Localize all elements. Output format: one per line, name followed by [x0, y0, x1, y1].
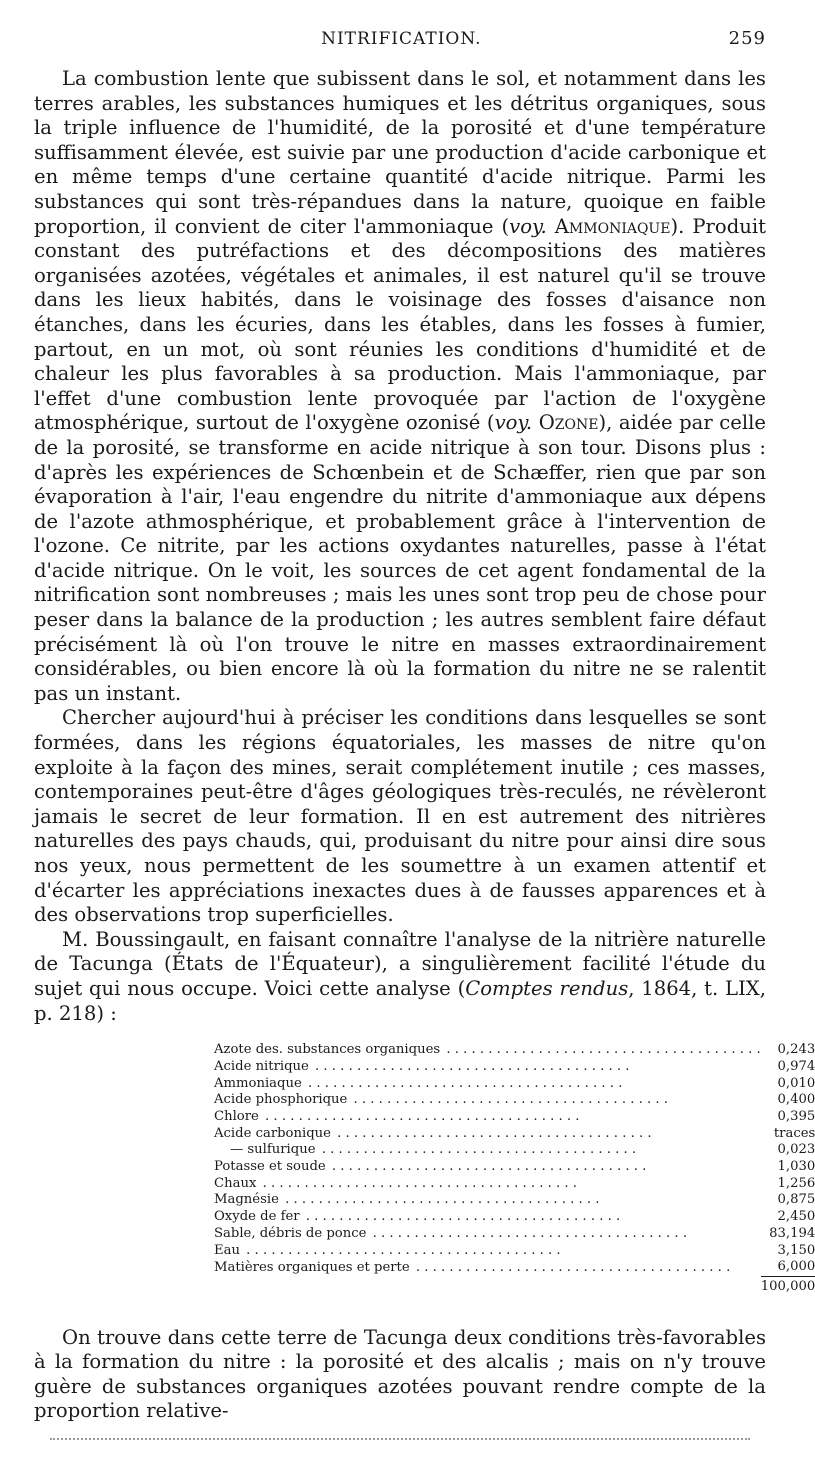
table-row: [214, 1159, 815, 1176]
component-name: Potasse et soude: [214, 1159, 326, 1175]
paragraph-4: On trouve dans cette terre de Tacunga deux conditions très-favorables à la formation du nitre : la porosité et des alcalis ; mais on n'y trouve guère de substances organiques azotées pouvant rendre compte de la proportion relative-: [34, 1325, 766, 1423]
cross-reference-voy: voy.: [494, 411, 533, 435]
bottom-print-artifact: [50, 1438, 750, 1440]
component-name: Acide carbonique: [214, 1125, 331, 1141]
component-name: Chlore: [214, 1108, 259, 1124]
component-value: 0,875: [777, 1192, 815, 1208]
table-row: [214, 1059, 815, 1076]
total-value: 100,000: [761, 1277, 815, 1296]
paragraph-1: [34, 67, 766, 706]
paragraph-1-text-a: La combustion lente que subissent dans le sol, et notamment dans les terres arables, les substances humiques et les détritus organiques, sous la triple influence de l'humidité, de la porosité et d'une température suffisamment élevée, est suivie par une production d'acide carbonique et en même temps d'une certaine quantité d'acide nitrique. Parmi les substances qui sont très-répandues dans la nature, quoique en faible proportion, il convient de citer l'ammoniaque (: [34, 67, 766, 238]
component-value: 0,974: [777, 1058, 815, 1074]
paragraph-1-text-c: ), aidée par celle de la porosité, se transforme en acide nitrique à son tour. Disons plus : d'après les expériences de Schœnbein et de Schæffer, rien que par son évaporation à l'air, l'eau engendre du nitrite d'ammoniaque aux dépens de l'azote athmosphérique, et probablement grâce à l'intervention de l'ozone. Ce nitrite, par les actions oxydantes naturelles, passe à l'état d'acide nitrique. On le voit, les sources de cet agent fondamental de la nitrification sont nombreuses ; mais les unes sont trop peu de chose pour peser dans la balance de la production ; les autres semblent faire défaut précisément là où l'on trouve le nitre en masses extraordinairement considérables, ou bien encore là où la formation du nitre ne se ralentit pas un instant.: [34, 411, 766, 705]
paragraph-3-text-b: , 1864, t. LIX, p. 218) :: [34, 976, 766, 1025]
citation-title: Comptes rendus: [465, 976, 629, 1000]
component-name: Sable, débris de ponce: [214, 1225, 367, 1241]
book-page: [34, 28, 815, 1424]
component-value: traces: [773, 1125, 815, 1141]
table-row: [214, 1076, 815, 1093]
component-name: — sulfurique: [214, 1142, 318, 1157]
component-value: 0,400: [777, 1092, 815, 1108]
table-total-row: [214, 1277, 815, 1296]
component-value: 0,395: [777, 1108, 815, 1124]
component-name: Acide nitrique: [214, 1058, 309, 1074]
table-row: [214, 1126, 815, 1143]
component-value: 2,450: [777, 1209, 815, 1225]
table-row: [214, 1192, 815, 1209]
component-value: 0,023: [777, 1142, 815, 1158]
component-value: 3,150: [777, 1242, 815, 1258]
component-name: Ammoniaque: [214, 1075, 302, 1091]
cross-reference-ammoniaque: Ammoniaque: [554, 214, 671, 238]
table-row: [214, 1243, 815, 1260]
page-number: 259: [728, 28, 766, 49]
component-value: 83,194: [769, 1225, 815, 1241]
soil-analysis-table: [214, 1042, 815, 1296]
component-name: Eau: [214, 1242, 240, 1258]
table-row: [214, 1142, 815, 1159]
table-row: [214, 1109, 815, 1126]
cross-reference-ozone: Ozone: [538, 411, 599, 435]
table-row: [214, 1226, 815, 1243]
paragraph-3-text-a: M. Boussingault, en faisant connaître l'analyse de la nitrière naturelle de Tacunga (États de l'Équateur), a singulièrement facilité l'étude du sujet qui nous occupe. Voici cette analyse (: [34, 927, 766, 1000]
component-name: Chaux: [214, 1175, 257, 1191]
paragraph-1-text-b: ). Produit constant des putréfactions et des décompositions des matières organisées azotées, végétales et animales, il est naturel qu'il se trouve dans les lieux habités, dans le voisinage des fosses d'aisance non étanches, dans les écuries, dans les étables, dans les fosses à fumier, partout, en un mot, où sont réunies les conditions d'humidité et de chaleur les plus favorables à sa production. Mais l'ammoniaque, par l'effet d'une combustion lente provoquée par l'action de l'oxygène atmosphérique, surtout de l'oxygène ozonisé (: [34, 214, 766, 435]
component-name: Magnésie: [214, 1192, 279, 1208]
component-value: 6,000: [777, 1259, 815, 1275]
table-row: [214, 1092, 815, 1109]
component-name: Matières organiques et perte: [214, 1259, 410, 1275]
cross-reference-voy: voy.: [509, 214, 547, 238]
component-name: Oxyde de fer: [214, 1209, 300, 1225]
component-value: 1,030: [777, 1159, 815, 1175]
table-row: [214, 1042, 815, 1059]
running-title: NITRIFICATION.: [321, 29, 482, 49]
component-value: 0,010: [777, 1075, 815, 1091]
table-row: [214, 1209, 815, 1226]
component-value: 1,256: [777, 1175, 815, 1191]
component-name: Azote des. substances organiques: [214, 1042, 441, 1058]
paragraph-2: Chercher aujourd'hui à préciser les conditions dans lesquelles se sont formées, dans les régions équatoriales, les masses de nitre qu'on exploite à la façon des mines, serait complétement inutile ; ces masses, contemporaines peut-être d'âges géologiques très-reculés, ne révèleront jamais le secret de leur formation. Il en est autrement des nitrières naturelles des pays chauds, qui, produisant du nitre pour ainsi dire sous nos yeux, nous permettent de les soumettre à un examen attentif et d'écarter les appréciations inexactes dues à de fausses apparences et à des observations trop superficielles.: [34, 706, 766, 927]
table-row: [214, 1259, 815, 1276]
running-header: [34, 28, 766, 49]
component-value: 0,243: [777, 1042, 815, 1058]
table-row: [214, 1176, 815, 1193]
component-name: Acide phosphorique: [214, 1092, 348, 1108]
paragraph-3: [34, 928, 766, 1026]
